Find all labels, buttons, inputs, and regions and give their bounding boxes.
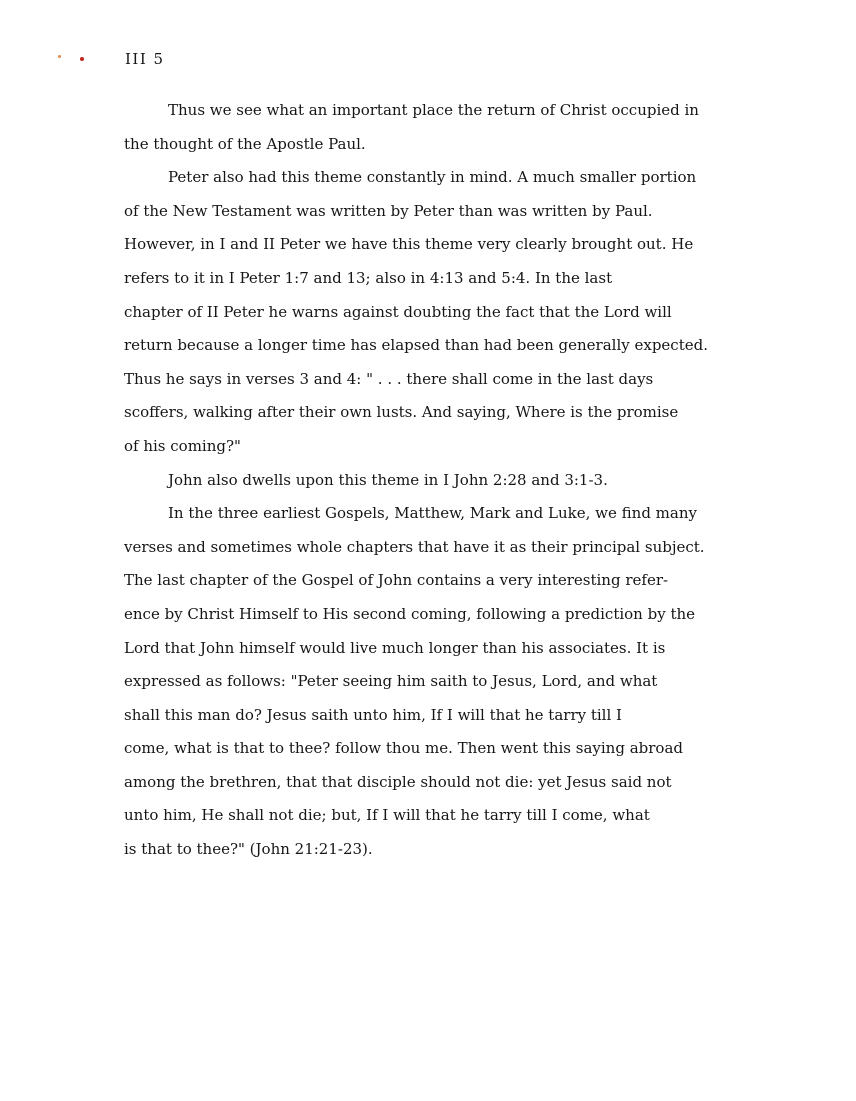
ink-specks <box>58 55 88 65</box>
text-line: Thus he says in verses 3 and 4: " . . . there shall come in the last days <box>124 369 654 388</box>
text-line: chapter of II Peter he warns against doubting the fact that the Lord will <box>124 302 672 321</box>
text-line: Lord that John himself would live much longer than his associates. It is <box>124 638 666 657</box>
text-line: scoffers, walking after their own lusts. And saying, Where is the promise <box>124 403 679 422</box>
text-line: expressed as follows: "Peter seeing him saith to Jesus, Lord, and what <box>124 672 658 691</box>
page-number: III 5 <box>125 50 165 68</box>
text-line: return because a longer time has elapsed than had been generally expected. <box>124 336 708 355</box>
text-line: In the three earliest Gospels, Matthew, Mark and Luke, we find many <box>168 504 697 523</box>
text-line: shall this man do? Jesus saith unto him, If I will that he tarry till I <box>124 705 622 724</box>
text-line: Peter also had this theme constantly in mind. A much smaller portion <box>168 168 697 187</box>
text-line: unto him, He shall not die; but, If I will that he tarry till I come, what <box>124 806 650 825</box>
text-line: among the brethren, that that disciple should not die: yet Jesus said not <box>124 772 672 791</box>
text-line: The last chapter of the Gospel of John contains a very interesting refer- <box>124 571 669 590</box>
text-line: of his coming?" <box>124 436 241 455</box>
text-line: Thus we see what an important place the return of Christ occupied in <box>168 101 699 119</box>
body-text <box>124 98 764 871</box>
text-line: However, in I and II Peter we have this theme very clearly brought out. He <box>124 235 694 254</box>
text-line: the thought of the Apostle Paul. <box>124 134 366 153</box>
text-line: John also dwells upon this theme in I John 2:28 and 3:1-3. <box>168 470 608 489</box>
ink-speck <box>80 57 84 61</box>
text-line: ence by Christ Himself to His second coming, following a prediction by the <box>124 604 696 623</box>
text-line: verses and sometimes whole chapters that have it as their principal subject. <box>124 537 705 556</box>
text-line: of the New Testament was written by Peter than was written by Paul. <box>124 201 653 220</box>
text-line: is that to thee?" (John 21:21-23). <box>124 840 373 859</box>
text-line: refers to it in I Peter 1:7 and 13; also in 4:13 and 5:4. In the last <box>124 268 613 287</box>
text-line: come, what is that to thee? follow thou me. Then went this saying abroad <box>124 739 684 758</box>
ink-speck <box>58 55 61 58</box>
